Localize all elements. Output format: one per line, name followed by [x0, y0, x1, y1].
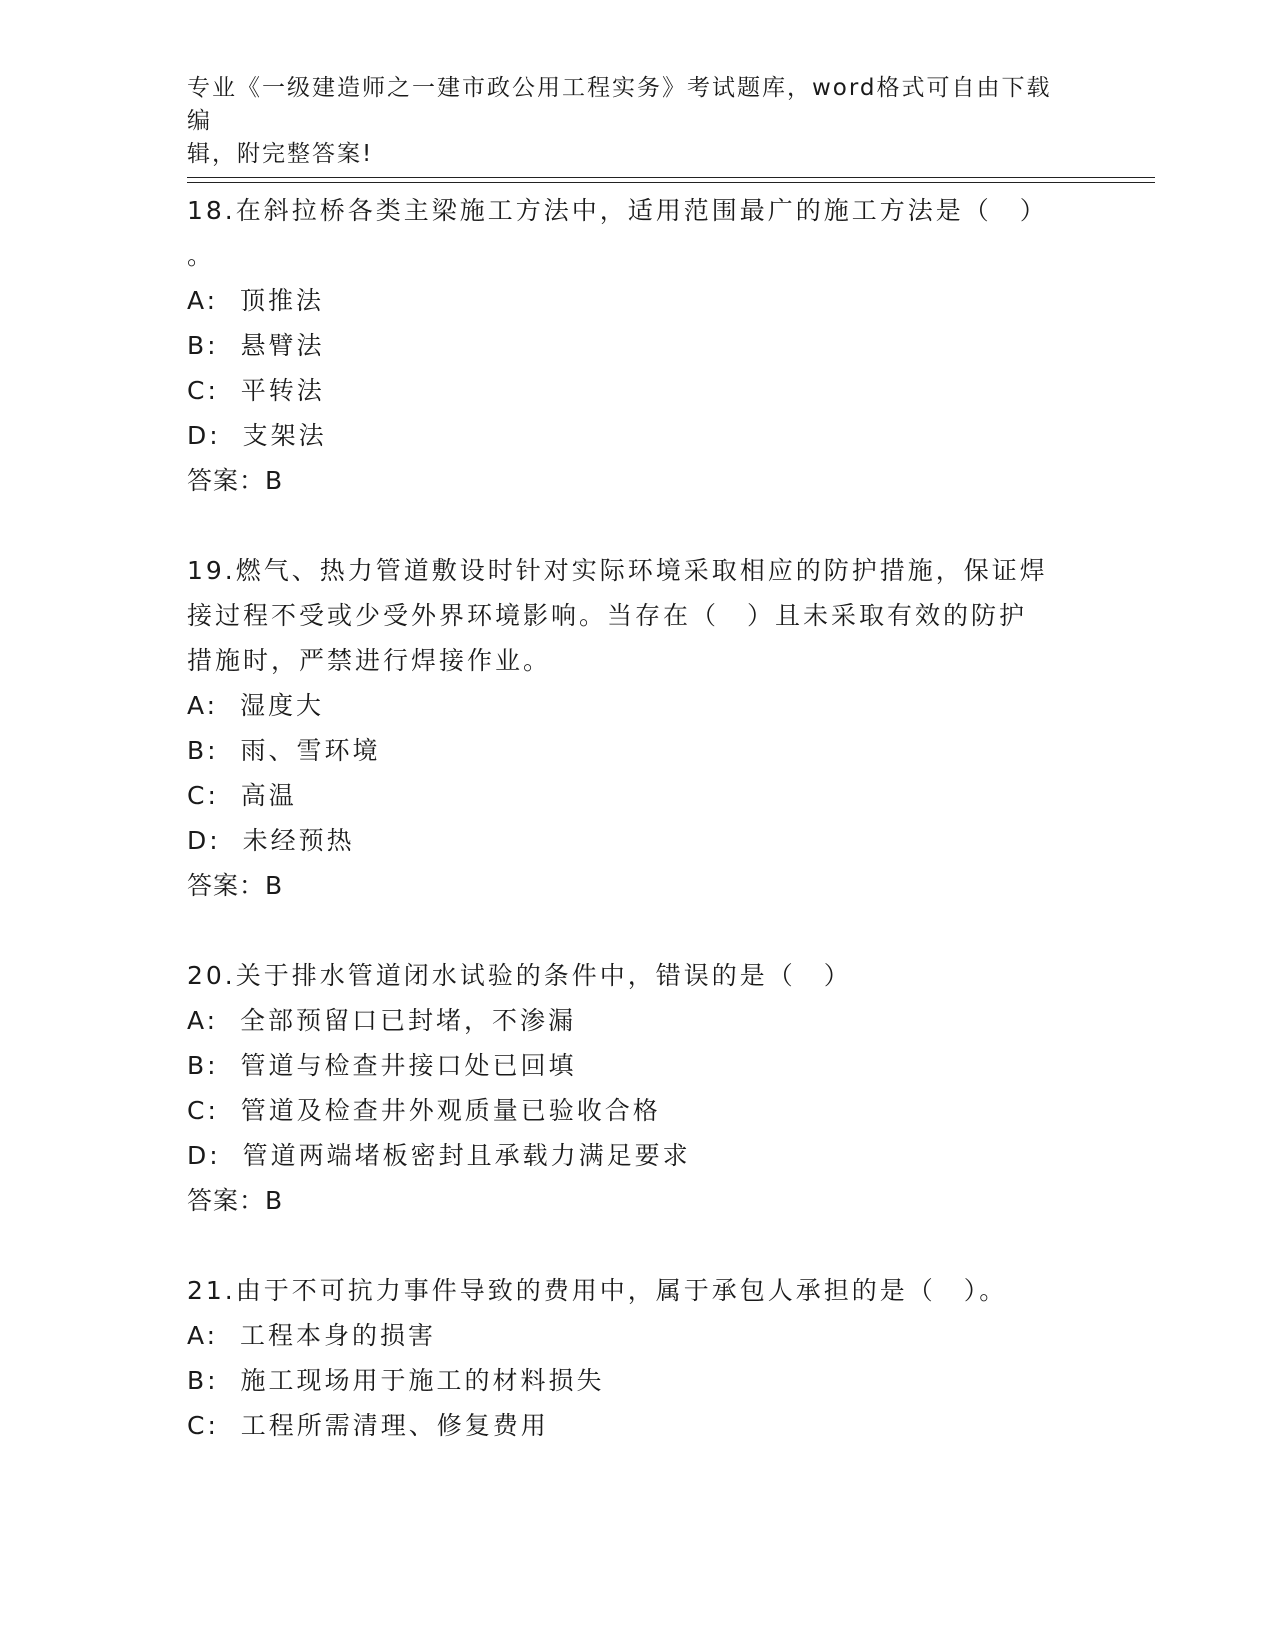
option-c: C: 高温 — [187, 781, 297, 810]
spacer — [187, 908, 1087, 953]
option-a: A: 湿度大 — [187, 691, 324, 720]
option-b: B: 雨、雪环境 — [187, 736, 381, 765]
question-stem-line: 接过程不受或少受外界环境影响。当存在（ ）且未采取有效的防护 — [187, 601, 1028, 630]
option-a: A: 全部预留口已封堵，不渗漏 — [187, 1006, 576, 1035]
option-b: B: 管道与检查井接口处已回填 — [187, 1051, 577, 1080]
question-stem-line: 18.在斜拉桥各类主梁施工方法中，适用范围最广的施工方法是（ ） — [187, 196, 1048, 225]
header-divider-bottom — [187, 182, 1155, 183]
answer-line: 答案：B — [187, 871, 284, 900]
spacer — [187, 503, 1087, 548]
option-c: C: 工程所需清理、修复费用 — [187, 1411, 549, 1440]
option-c: C: 平转法 — [187, 376, 325, 405]
header-divider-top — [187, 177, 1155, 178]
option-d: D: 支架法 — [187, 421, 327, 450]
question-stem-line: 21.由于不可抗力事件导致的费用中，属于承包人承担的是（ ）。 — [187, 1276, 1008, 1305]
question-stem-line: 。 — [187, 241, 216, 270]
question-list — [187, 188, 1087, 1448]
answer-line: 答案：B — [187, 1186, 284, 1215]
header-line-1: 专业《一级建造师之一建市政公用工程实务》考试题库，word格式可自由下载编 — [187, 75, 1052, 134]
option-c: C: 管道及检查井外观质量已验收合格 — [187, 1096, 661, 1125]
question-20 — [187, 953, 1087, 1223]
option-a: A: 工程本身的损害 — [187, 1321, 436, 1350]
question-stem-line: 措施时，严禁进行焊接作业。 — [187, 646, 552, 675]
question-stem-line: 19.燃气、热力管道敷设时针对实际环境采取相应的防护措施，保证焊 — [187, 556, 1048, 585]
header-line-2: 辑，附完整答案! — [187, 141, 374, 167]
option-d: D: 管道两端堵板密封且承载力满足要求 — [187, 1141, 691, 1170]
document-header — [187, 72, 1067, 171]
question-21 — [187, 1268, 1087, 1448]
answer-line: 答案：B — [187, 466, 284, 495]
spacer — [187, 1223, 1087, 1268]
question-19 — [187, 548, 1087, 908]
option-a: A: 顶推法 — [187, 286, 324, 315]
option-b: B: 悬臂法 — [187, 331, 325, 360]
option-d: D: 未经预热 — [187, 826, 355, 855]
question-stem-line: 20.关于排水管道闭水试验的条件中，错误的是（ ） — [187, 961, 852, 990]
question-18 — [187, 188, 1087, 503]
option-b: B: 施工现场用于施工的材料损失 — [187, 1366, 605, 1395]
